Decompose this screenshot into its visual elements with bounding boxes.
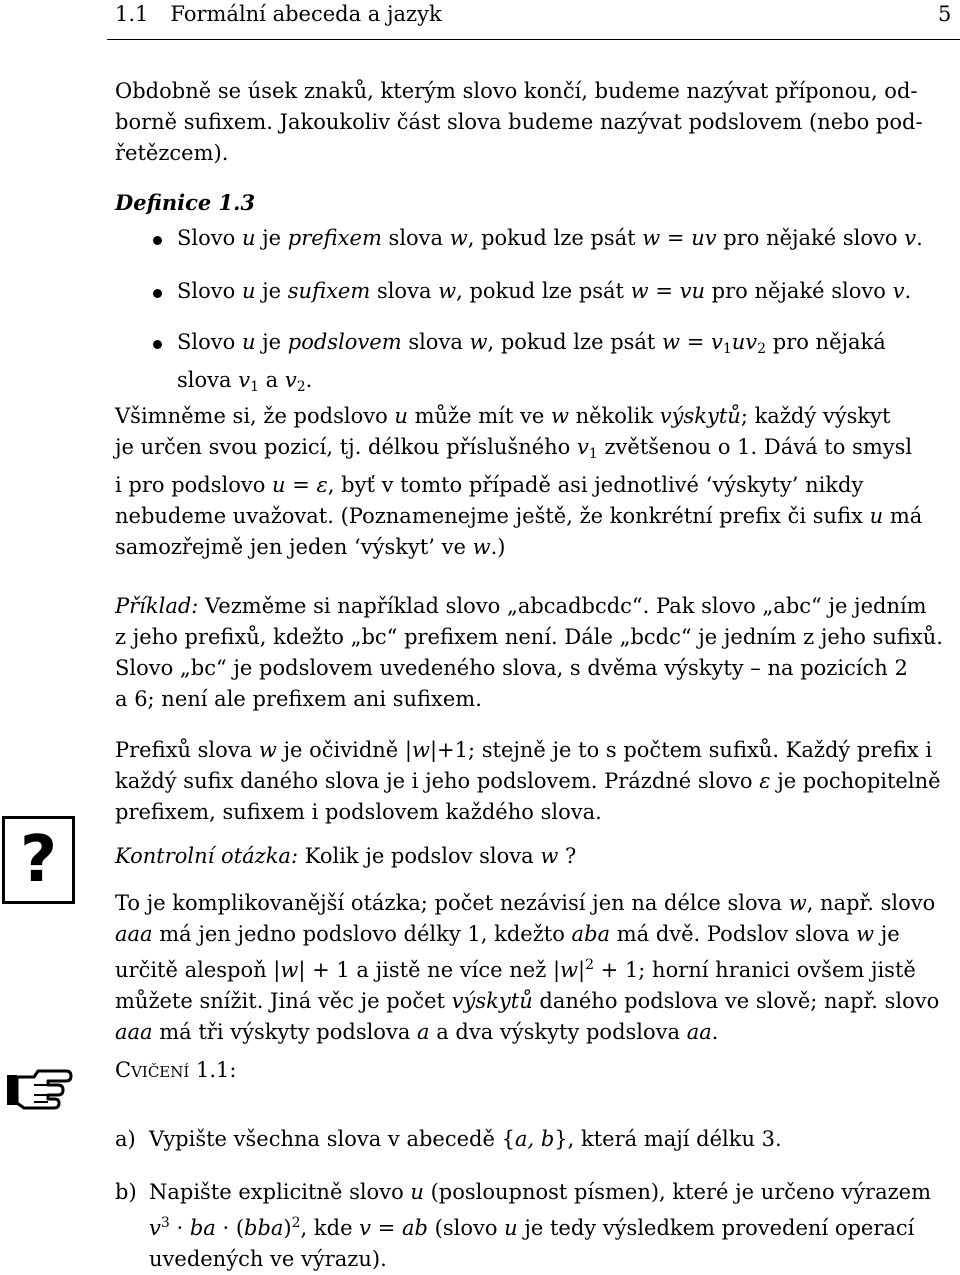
text-segment: u (241, 279, 256, 303)
text-segment: a (417, 1020, 430, 1044)
exercise-item-label: b) (115, 1180, 137, 1204)
text-segment: |+1; stejně je to s počtem sufixů. Každý prefix i (429, 738, 933, 762)
section-title: Formální abeceda a jazyk (170, 2, 442, 26)
text-segment: v (284, 368, 297, 392)
text-segment: w = uv (642, 226, 717, 250)
text-segment: je pochopitelně (770, 769, 941, 793)
text-segment: 1 (250, 379, 259, 395)
text-segment: pro nějaká (766, 330, 886, 354)
text-segment: slova (370, 279, 439, 303)
text-segment: každý sufix daného slova je i jeho podslovem. Prázdné slovo (115, 769, 760, 793)
text-segment: v (238, 368, 251, 392)
text-segment: je určen svou pozicí, tj. délkou příslušného (115, 435, 577, 459)
text-segment: . (305, 368, 313, 392)
text-segment: 2 (296, 379, 306, 395)
text-segment: aa (686, 1020, 712, 1044)
text-segment: ε (759, 769, 771, 793)
text-segment: v (149, 1216, 161, 1240)
text-segment: + 1; horní hranici ovšem jistě (594, 958, 916, 982)
text-segment: 1 (722, 341, 732, 357)
text-segment: má (883, 504, 923, 528)
intro-paragraph (115, 76, 957, 169)
text-segment: má tři výskyty podslova (152, 1020, 418, 1044)
text-segment: v (577, 435, 589, 459)
text-segment: pro nějaké slovo (716, 226, 905, 250)
text-segment: | + 1 a jistě ne více než | (298, 958, 561, 982)
page-number: 5 (938, 2, 952, 26)
text-segment: je (255, 279, 288, 303)
intro-line: řetězcem). (115, 141, 229, 165)
text-segment: určitě alespoň | (115, 958, 281, 982)
text-segment: u (869, 504, 884, 528)
text-segment: }, která mají délku 3. (554, 1127, 782, 1151)
section-number: 1.1 (115, 2, 149, 26)
bullet-icon (153, 289, 162, 298)
text-segment: ) (283, 1216, 292, 1240)
text-segment: má dvě. Podslov slova (610, 922, 857, 946)
text-segment: To je komplikovanější otázka; počet nezávisí jen na délce slova (115, 891, 789, 915)
bullet-icon (153, 236, 162, 245)
text-segment: aaa (115, 922, 153, 946)
text-segment: · ( (215, 1216, 245, 1240)
text-segment: | (578, 958, 586, 982)
text-segment: v (904, 226, 917, 250)
intro-line: Obdobně se úsek znaků, kterým slovo končí, budeme nazývat příponou, od- (115, 79, 918, 103)
text-segment: Všimněme si, že podslovo (115, 404, 395, 428)
text-segment: ba (189, 1216, 216, 1240)
definition-item-substring (177, 327, 957, 403)
control-question (115, 841, 957, 872)
question-label: Kontrolní otázka: (115, 844, 299, 868)
text-segment: 3 (160, 1215, 170, 1231)
text-segment: 2 (757, 341, 767, 357)
text-segment: má jen jedno podslovo délky 1, kdežto (152, 922, 572, 946)
text-segment: z jeho prefixů, kdežto „bc“ prefixem není. Dále „bcdc“ je jedním z jeho sufixů. (115, 625, 943, 649)
text-segment: výskytů (659, 404, 741, 428)
text-segment: 2 (291, 1215, 301, 1231)
text-segment: u (410, 1180, 424, 1204)
text-segment: w (469, 330, 488, 354)
text-segment: u (394, 404, 408, 428)
text-segment: · (169, 1216, 190, 1240)
text-segment: , pokud lze psát (467, 226, 643, 250)
text-segment: , kde (300, 1216, 360, 1240)
text-segment: pro nějaké slovo (704, 279, 893, 303)
text-segment: aaa (115, 1020, 153, 1044)
text-segment: a 6; není ale prefixem ani sufixem. (115, 687, 482, 711)
text-segment: Slovo (177, 226, 242, 250)
text-segment: 1 (588, 446, 598, 462)
example-paragraph (115, 591, 957, 715)
text-segment: výskytů (451, 989, 533, 1013)
text-segment: je tedy výsledkem provedení operací (517, 1216, 915, 1240)
text-segment: je (255, 226, 288, 250)
text-segment: u (241, 226, 256, 250)
text-segment: samozřejmě jen jeden ‘výskyt’ ve (115, 535, 473, 559)
text-segment: w (540, 844, 559, 868)
definition-item-prefix (177, 223, 957, 254)
text-segment: prefixem, sufixem i podslovem každého slova. (115, 800, 602, 824)
text-segment: ; každý výskyt (740, 404, 891, 428)
text-segment: w (472, 535, 491, 559)
text-segment: Prefixů slova (115, 738, 259, 762)
text-segment: , např. slovo (806, 891, 936, 915)
text-segment: a, b (514, 1127, 555, 1151)
text-segment: w (280, 958, 299, 982)
text-segment: sufixem (287, 279, 371, 303)
bullet-icon (153, 340, 162, 349)
definition-item-suffix (177, 276, 957, 307)
running-header (115, 2, 442, 26)
text-segment: Slovo (177, 279, 242, 303)
text-segment: slova (401, 330, 470, 354)
text-segment: . (916, 226, 923, 250)
text-segment: je (255, 330, 288, 354)
text-segment: , pokud lze psát (487, 330, 663, 354)
text-segment: a dva výskyty podslova (429, 1020, 687, 1044)
text-segment: w (560, 958, 578, 982)
text-segment: uv (731, 330, 758, 354)
text-segment: zvětšenou o 1. Dává to smysl (597, 435, 913, 459)
text-segment: bba (244, 1216, 284, 1240)
text-segment: ? (19, 823, 58, 897)
text-segment: w (438, 279, 457, 303)
intro-line: borně sufixem. Jakoukoliv část slova budeme nazývat podslovem (nebo pod- (115, 110, 923, 134)
answer-paragraph (115, 888, 957, 1048)
text-segment: w = vu (630, 279, 705, 303)
text-segment: i pro podslovo (115, 473, 273, 497)
text-segment: aba (571, 922, 611, 946)
occurrence-paragraph (115, 401, 957, 563)
text-segment: Napište explicitně slovo (149, 1180, 411, 1204)
text-segment: .) (490, 535, 506, 559)
text-segment: slova (381, 226, 450, 250)
pointing-hand-icon (4, 1058, 74, 1118)
text-segment: může mít ve (407, 404, 551, 428)
text-segment: (posloupnost písmen), které je určeno výrazem (423, 1180, 932, 1204)
text-segment: Slovo „bc“ je podslovem uvedeného slova, s dvěma výskyty – na pozicích 2 (115, 656, 908, 680)
text-segment: ? (558, 844, 577, 868)
text-segment: daného podslova ve slově; např. slovo (532, 989, 940, 1013)
text-segment: u = ε (272, 473, 328, 497)
text-segment: a (259, 368, 285, 392)
text-segment: w (856, 922, 875, 946)
text-segment: v = ab (359, 1216, 428, 1240)
exercise-title: Cvičení 1.1: (115, 1058, 237, 1082)
text-segment: . (904, 279, 912, 303)
text-segment: je očividně | (276, 738, 412, 762)
text-segment: w (788, 891, 807, 915)
text-segment: podslovem (287, 330, 402, 354)
text-segment: uvedených ve výrazu). (149, 1247, 387, 1271)
text-segment: Vezměme si například slovo „abcadbcdc“. Pak slovo „abc“ je jedním (198, 594, 927, 618)
definition-title: Definice 1.3 (115, 190, 256, 215)
text-segment: , byť v tomto případě asi jednotlivé ‘výskyty’ nikdy (327, 473, 864, 497)
text-segment: můžete snížit. Jiná věc je počet (115, 989, 452, 1013)
text-segment: 2 (585, 957, 594, 973)
text-segment: w (258, 738, 277, 762)
text-segment: u (504, 1216, 518, 1240)
text-segment: (slovo (427, 1216, 505, 1240)
text-segment: prefixem (287, 226, 382, 250)
text-segment: slova (177, 368, 239, 392)
text-segment: w (550, 404, 569, 428)
text-segment: w (411, 738, 430, 762)
text-segment: . (711, 1020, 719, 1044)
text-segment: Vypište všechna slova v abecedě { (149, 1127, 515, 1151)
text-segment: nebudeme uvažovat. (Poznamenejme ještě, že konkrétní prefix či sufix (115, 504, 870, 528)
prefix-count-paragraph (115, 735, 957, 828)
text-segment: Slovo (177, 330, 242, 354)
text-segment: w = v (662, 330, 723, 354)
exercise-item-label: a) (115, 1127, 136, 1151)
example-label: Příklad: (115, 594, 199, 618)
text-segment: je (874, 922, 900, 946)
header-rule (107, 39, 960, 40)
question-mark-icon (2, 816, 75, 904)
text-segment: w (449, 226, 468, 250)
text-segment: u (241, 330, 256, 354)
text-segment: Kolik je podslov slova (298, 844, 541, 868)
text-segment: v (892, 279, 905, 303)
text-segment: několik (568, 404, 660, 428)
text-segment: , pokud lze psát (456, 279, 631, 303)
